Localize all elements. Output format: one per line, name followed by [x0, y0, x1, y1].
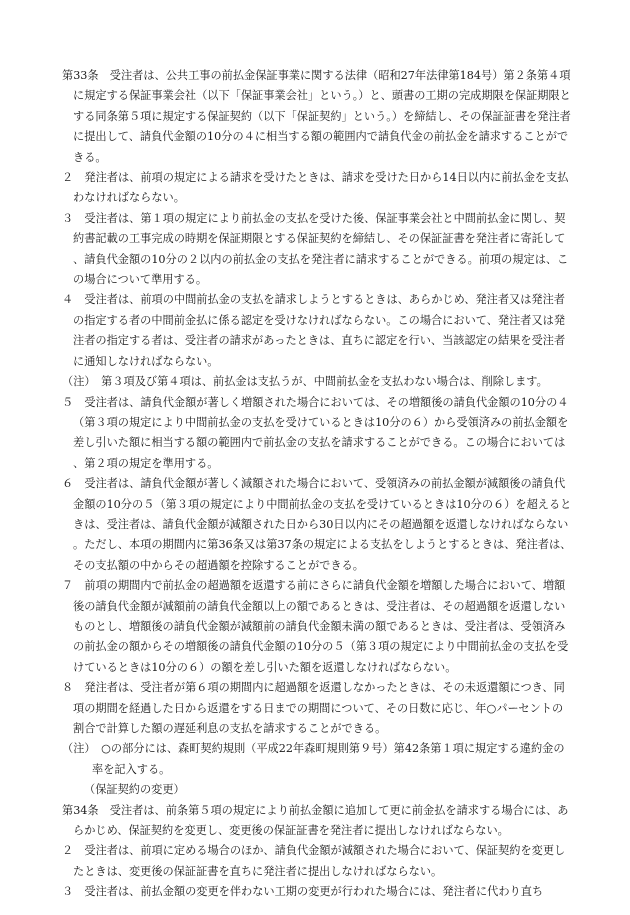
- article-33-item-6: ６ 受注者は、請負代金額が著しく減額された場合において、受領済みの前払金額が減額後の請負代金額の10分の５（第３項の規定により中間前払金の支払を受けているときは10分の６）を超えるときは、受注者は、請負代金額が減額された日から30日以内にその超過額を返還しなければならない。ただし、本項の期間内に第36条又は第37条の規定による支払をしようとするときは、発注者は、その支払額の中からその超過額を控除することができる。: [62, 477, 572, 572]
- document-body: [62, 66, 572, 903]
- article-33-item-7: ７ 前項の期間内で前払金の超過額を返還する前にさらに請負代金額を増額した場合において、増額後の請負代金額が減額前の請負代金額以上の額であるときは、受注者は、その超過額を返還しないものとし、増額後の請負代金額が減額前の請負代金額未満の額であるときは、受注者は、受領済みの前払金の額からその増額後の請負代金額の10分の５（第３項の規定により中間前払金の支払を受けているときは10分の６）の額を差し引いた額を返還しなければならない。: [62, 579, 569, 674]
- article-33-item-8: ８ 発注者は、受注者が第６項の期間内に超過額を返還しなかったときは、その未返還額につき、同項の期間を経過した日から返還をする日までの期間について、その日数に応じ、年○パーセントの割合で計算した額の遅延利息の支払を請求することができる。: [62, 681, 565, 735]
- article-33-item-2: ２ 発注者は、前項の規定による請求を受けたときは、請求を受けた日から14日以内に前払金を支払わなければならない。: [62, 171, 569, 205]
- section-heading-guarantee-change: （保証契約の変更）: [84, 783, 185, 797]
- note-penalty-rate: （注） ○の部分には、森町契約規則（平成22年森町規則第９号）第42条第１項に規定する違約金の率を記入する。: [62, 742, 565, 776]
- article-33-item-4: ４ 受注者は、前項の中間前払金の支払を請求しようとするときは、あらかじめ、発注者又は発注者の指定する者の中間前金払に係る認定を受けなければならない。この場合において、発注者又は発注者の指定する者は、受注者の請求があったときは、直ちに認定を行い、当該認定の結果を受注者に通知しなければならない。: [62, 293, 566, 368]
- article-33-item-3: ３ 受注者は、第１項の規定により前払金の支払を受けた後、保証事業会社と中間前払金に関し、契約書記載の工事完成の時期を保証期限とする保証契約を締結し、その保証証書を発注者に寄託して、請負代金額の10分の２以内の前払金の支払を発注者に請求することができる。前項の規定は、この場合について準用する。: [62, 211, 569, 287]
- article-33-item-5: ５ 受注者は、請負代金額が著しく増額された場合においては、その増額後の請負代金額の10分の４（第３項の規定により中間前払金の支払を受けているときは10分の６）から受領済みの前払金額を差し引いた額に相当する額の範囲内で前払金の支払を請求することができる。この場合においては、第２項の規定を準用する。: [62, 395, 569, 470]
- article-34-item-3: ３ 受注者は、前払金額の変更を伴わない工期の変更が行われた場合には、発注者に代わり直ち: [62, 885, 544, 899]
- article-34-item-2: ２ 受注者は、前項に定める場合のほか、請負代金額が減額された場合において、保証契約を変更したときは、変更後の保証証書を直ちに発注者に提出しなければならない。: [62, 844, 566, 878]
- note-items-3-4: （注） 第３項及び第４項は、前払金は支払うが、中間前払金を支払わない場合は、削除します。: [62, 375, 548, 389]
- article-34: 第34条 受注者は、前条第５項の規定により前払金額に追加して更に前金払を請求する場合には、あらかじめ、保証契約を変更し、変更後の保証証書を発注者に提出しなければならない。: [62, 803, 569, 838]
- article-33: 第33条 受注者は、公共工事の前払金保証事業に関する法律（昭和27年法律第184号）第２条第４項に規定する保証事業会社（以下「保証事業会社」という。）と、頭書の工期の完成期限を保証期限とする同条第５項に規定する保証契約（以下「保証契約」という。）を締結し、その保証証書を発注者に提出して、請負代金額の10分の４に相当する額の範囲内で請負代金の前払金を請求することができる。: [62, 69, 571, 164]
